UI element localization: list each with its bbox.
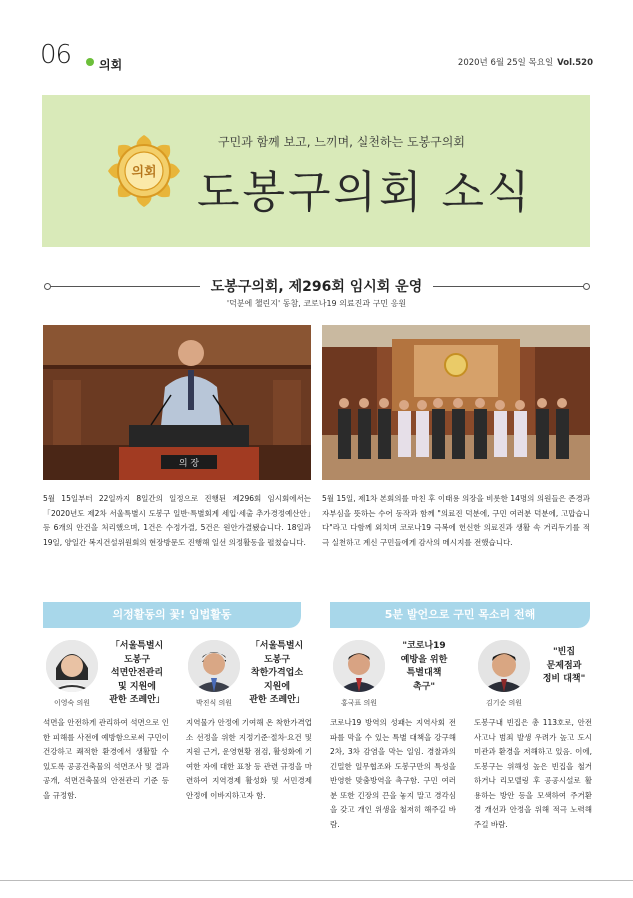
member-1-title — [104, 640, 170, 708]
section-tab-5min-speech: 5분 발언으로 구민 목소리 전해 — [330, 602, 590, 628]
member-2-title — [244, 640, 310, 708]
member-3-title-line: 예방을 위한 — [400, 654, 448, 665]
article-column-2: 5월 15일, 제1차 본회의를 마친 후 이태용 의장을 비롯한 14명의 의원들은 존경과 자부심을 뜻하는 수어 동작과 함께 "의료진 덕분에, 구민 여러분 덕분에, 고맙습니다"라고 다함께 외치며 코로나19 극복에 헌신한 의료진과 생활 속 거리두기를 적극 실천하고 계신 구민들에게 감사의 메시지를 전했습니다. — [322, 494, 590, 547]
member-1-title-line: 도봉구 — [123, 654, 151, 665]
council-emblem-icon — [106, 133, 182, 209]
avatar-member-3 — [333, 640, 385, 692]
photo-group — [322, 325, 590, 480]
article-column-1: 5월 15일부터 22일까지 8일간의 일정으로 진행된 제296회 임시회에서는 「2020년도 제2차 서울특별시 도봉구 일반·특별회계 세입·세출 추가경정예산안」등 6개의 안건을 처리했으며, 1건은 수정가결, 5건은 원안가결됐습니다. 18일과 19일, 양일간 복지건설위원회의 현장방문도 진행해 일선 의정활동을 펼쳤습니다. — [43, 494, 311, 547]
member-2-title-line: 「서울특별시 — [250, 641, 304, 651]
member-3-title-line: 촉구" — [412, 681, 436, 692]
member-3-name: 홍국표 의원 — [340, 699, 378, 707]
member-4-title-line: 정비 대책" — [542, 674, 586, 684]
member-3-title-line: 특별대책 — [406, 668, 442, 678]
member-2-title-line: 착한가격업소 — [250, 668, 304, 678]
page-number: 06 — [40, 40, 72, 70]
member-2-title-line: 관한 조례안」 — [249, 695, 305, 705]
member-2-title-line: 지원에 — [263, 681, 291, 692]
member-1-body: 석면을 안전하게 관리하여 석면으로 인한 피해를 사전에 예방함으로써 구민이 건강하고 쾌적한 환경에서 생활할 수 있도록 공공건축물의 석면조사 및 결과공개, 석면건축물의 안전관리 기준 등을 규정함. — [43, 718, 169, 800]
photo-speaker-podium — [43, 325, 311, 480]
issue-volume: Vol.520 — [557, 58, 593, 68]
member-1-name: 이영숙 의원 — [53, 699, 91, 707]
member-1-title-line: 및 지원에 — [118, 681, 156, 692]
section-label: 의회 — [99, 58, 123, 72]
member-1-title-line: 「서울특별시 — [110, 641, 164, 651]
member-4-body: 도봉구내 빈집은 총 113호로, 안전사고나 범죄 발생 우려가 높고 도시미관과 환경을 저해하고 있음. 이에, 도봉구는 위해성 높은 빈집을 철거하거나 리모델링 후 공공시설로 활용하는 방안 등을 모색하여 주거환경 개선과 안정을 위해 적극 노력해주길 바람. — [474, 718, 592, 829]
avatar-member-1 — [46, 640, 98, 692]
member-4-title-line: 문제점과 — [546, 660, 582, 671]
issue-date-text: 2020년 6월 25일 목요일 — [457, 58, 554, 68]
member-3-title — [388, 640, 460, 694]
member-4-title — [534, 646, 594, 687]
member-2-name: 박진식 의원 — [195, 699, 233, 707]
emblem-label: 의회 — [131, 165, 157, 180]
member-4-name: 김기순 의원 — [485, 699, 523, 707]
podium-nameplate: 의 장 — [178, 459, 200, 469]
article-headline: 도봉구의회, 제296회 임시회 운영 — [210, 279, 423, 295]
section-tab-legislation: 의정활동의 꽃! 입법활동 — [43, 602, 301, 628]
avatar-member-2 — [188, 640, 240, 692]
member-2-body: 지역물가 안정에 기여해 온 착한가격업소 선정을 위한 지정기준·절차·요건 및 지원 근거, 운영현황 점검, 활성화에 기여한 자에 대한 표창 등 관련 규정을 마련하여 지역경제 활성화 및 서민경제 안정에 이바지하고자 함. — [186, 718, 312, 800]
issue-date — [458, 56, 593, 68]
member-4-title-line: "빈집 — [552, 647, 576, 657]
member-2-title-line: 도봉구 — [263, 654, 291, 665]
member-3-body: 코로나19 방역의 성패는 지역사회 전파를 막을 수 있는 특별 대책을 강구해 2차, 3차 감염을 막는 일임. 경찰과의 긴밀한 일무협조와 도봉구만의 특성을 반영한 맞춤방역을 촉구함. 구민 여러분 또한 긴장의 끈을 놓지 말고 경각심을 갖고 개인 위생을 철저히 해주길 바람. — [330, 718, 456, 829]
section-dot — [86, 58, 94, 66]
avatar-member-4 — [478, 640, 530, 692]
footer-rule — [0, 880, 633, 881]
member-3-title-line: "코로나19 — [402, 641, 446, 651]
member-1-title-line: 석면안전관리 — [110, 668, 164, 678]
banner-title: 도봉구의회 소식 — [197, 167, 533, 218]
member-1-title-line: 관한 조례안」 — [109, 695, 165, 705]
article-subheadline: '덕분에 챌린지' 동참, 코로나19 의료진과 구민 응원 — [226, 299, 407, 308]
banner-tagline: 구민과 함께 보고, 느끼며, 실천하는 도봉구의회 — [218, 135, 465, 149]
